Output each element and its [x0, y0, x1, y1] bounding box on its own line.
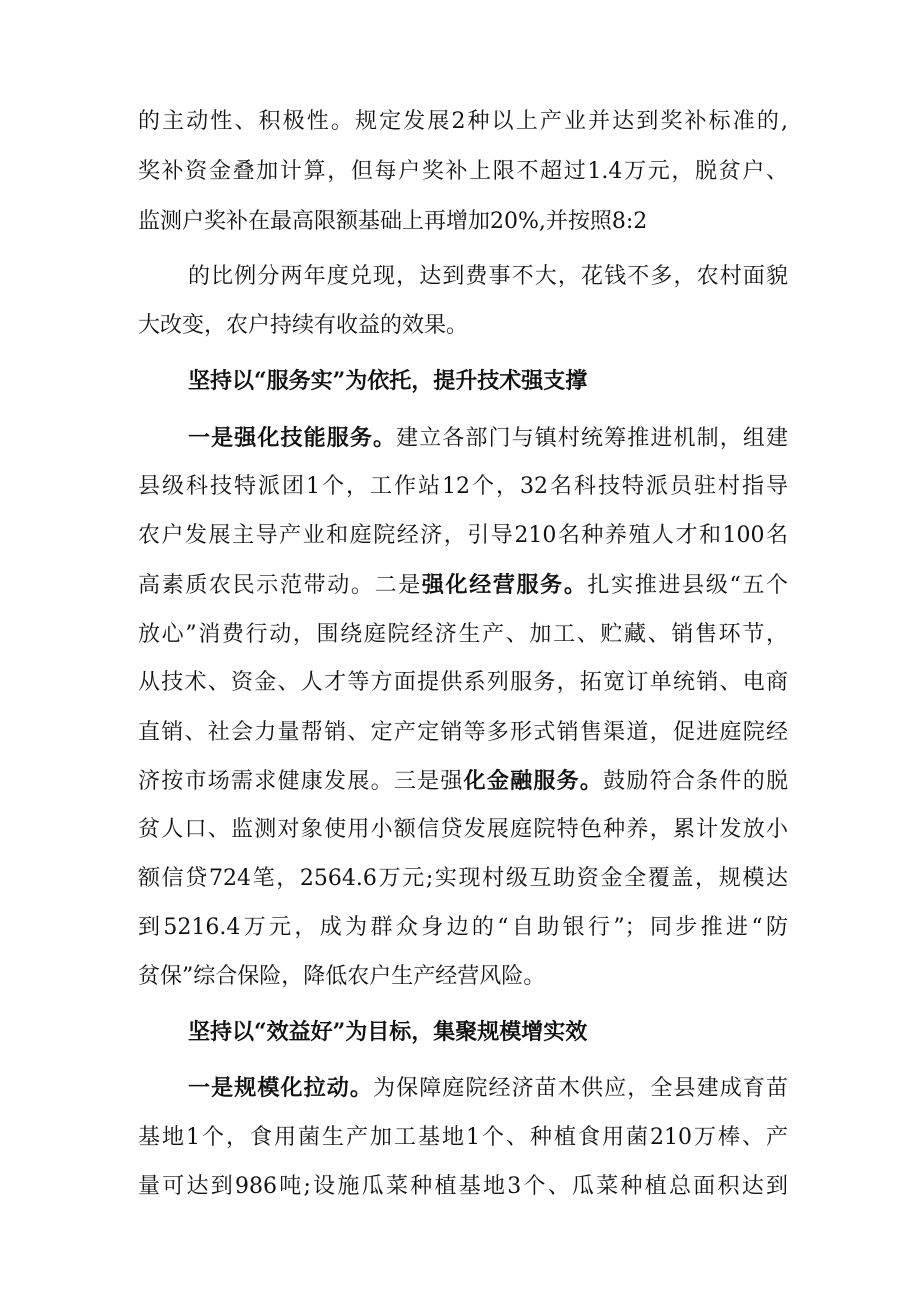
paragraph-3-line-3: 农户发展主导产业和庭院经济，引导210名种养殖人才和100名	[138, 523, 788, 548]
paragraph-3-line-4-tail: 扎实推进县级“五个	[587, 573, 788, 598]
bold-lead-scale: 一是规模化拉动。	[188, 1075, 373, 1101]
paragraph-1-line-1: 的主动性、积极性。规定发展2种以上产业并达到奖补标准的,	[138, 109, 788, 134]
paragraph-3-line-6: 从技术、资金、人才等方面提供系列服务，拓宽订单统销、电商	[138, 670, 788, 695]
paragraph-3-line-5: 放心”消费行动，围绕庭院经济生产、加工、贮藏、销售环节，	[138, 622, 788, 647]
paragraph-3-line-7: 直销、社会力量帮销、定产定销等多形式销售渠道，促进庭院经	[138, 720, 788, 745]
paragraph-4-line-3: 量可达到986吨;设施瓜菜种植基地3个、瓜菜种植总面积达到	[138, 1174, 788, 1199]
paragraph-3-line-4	[138, 570, 788, 600]
paragraph-3-line-11: 到5216.4万元，成为群众身边的“自助银行”；同步推进“防	[138, 915, 788, 940]
paragraph-2-line-1: 的比例分两年度兑现，达到费事不大，花钱不多，农村面貌	[188, 264, 788, 289]
bold-lead-skill-service: 一是强化技能服务。	[188, 425, 397, 451]
paragraph-3-line-8-tail: 鼓励符合条件的脱	[603, 769, 788, 794]
paragraph-3-line-10: 额信贷724笔，2564.6万元;实现村级互助资金全覆盖，规模达	[138, 866, 788, 891]
bold-lead-operation-service: 强化经营服务。	[421, 572, 588, 598]
paragraph-1-line-2: 奖补资金叠加计算，但每户奖补上限不超过1.4万元，脱贫户、	[138, 159, 788, 184]
paragraph-3-line-9: 贫人口、监测对象使用小额信贷发展庭院特色种养，累计发放小	[138, 817, 788, 842]
paragraph-2-line-2: 大改变，农户持续有收益的效果。	[138, 313, 469, 338]
paragraph-3-line-4-text: 高素质农民示范带动。二是	[138, 573, 422, 598]
paragraph-4-line-2: 基地1个，食用菌生产加工基地1个、种植食用菌210万棒、产	[138, 1125, 788, 1150]
section-heading-service: 坚持以“服务实”为依托，提升技术强支撑	[188, 368, 588, 394]
paragraph-4-line-1	[188, 1073, 788, 1103]
paragraph-3-line-2: 县级科技特派团1个，工作站12个，32名科技特派员驻村指导	[138, 474, 788, 499]
paragraph-3-line-1-text: 建立各部门与镇村统筹推进机制，组建	[396, 426, 788, 451]
paragraph-3-line-12: 贫保”综合保险，降低农户生产经营风险。	[138, 964, 546, 989]
paragraph-1-line-3: 监测户奖补在最高限额基础上再增加20%,并按照8:2	[138, 209, 648, 234]
paragraph-3-line-8-text: 济按市场需求健康发展。三是强	[138, 769, 464, 794]
bold-lead-finance-service: 化金融服务。	[463, 768, 604, 794]
section-heading-benefit: 坚持以“效益好”为目标，集聚规模增实效	[188, 1019, 588, 1045]
paragraph-4-line-1-text: 为保障庭院经济苗木供应，全县建成育苗	[372, 1076, 788, 1101]
paragraph-3-line-8	[138, 766, 788, 796]
paragraph-3-line-1	[188, 423, 788, 453]
